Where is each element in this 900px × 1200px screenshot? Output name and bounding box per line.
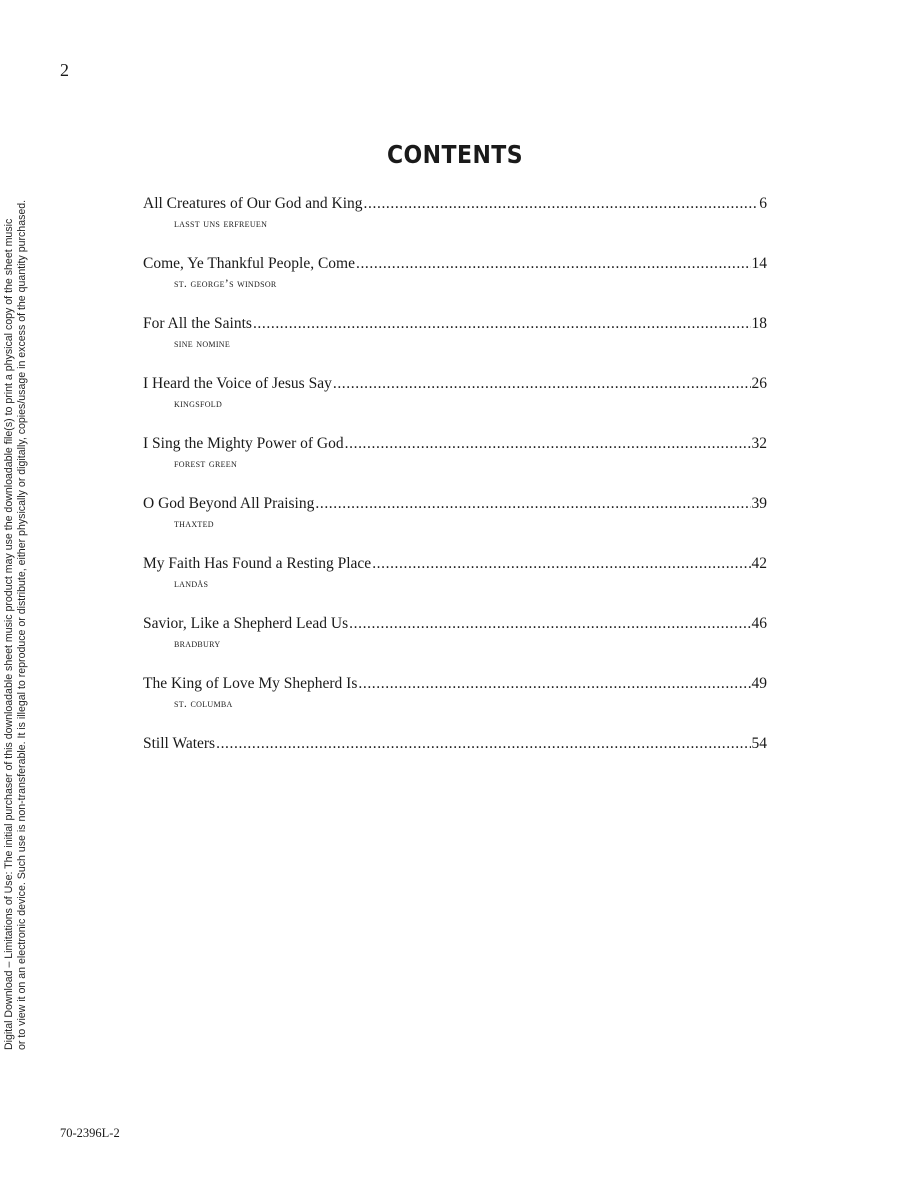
toc-tune-name: st. george’s windsor bbox=[174, 276, 277, 290]
contents-heading: CONTENTS bbox=[386, 140, 524, 169]
toc-entry bbox=[143, 494, 767, 554]
toc-tune-name: kingsfold bbox=[174, 396, 223, 410]
toc-line bbox=[143, 254, 767, 274]
toc-song-title: For All the Saints bbox=[143, 315, 252, 332]
toc-song-title: Still Waters bbox=[143, 735, 216, 752]
toc-line bbox=[143, 374, 767, 394]
toc-entry bbox=[143, 734, 767, 794]
toc-entry bbox=[143, 194, 767, 254]
usage-notice-line-2: or to view it on an electronic device. Such use is non-transferable. It is illegal to reproduce or distribute, either physically or digitally, copies/usage in excess of the quantity purchased. bbox=[16, 199, 28, 1050]
toc-dot-leader bbox=[358, 674, 750, 694]
toc-tune-name: landås bbox=[174, 576, 209, 590]
toc-dot-leader bbox=[364, 194, 759, 214]
toc-line bbox=[143, 734, 767, 754]
toc-tune-name: sine nomine bbox=[174, 336, 231, 350]
toc-tune-name: st. columba bbox=[174, 696, 233, 710]
toc-entry bbox=[143, 674, 767, 734]
toc-line bbox=[143, 614, 767, 634]
toc-entry bbox=[143, 374, 767, 434]
toc-line bbox=[143, 434, 767, 454]
toc-entry bbox=[143, 434, 767, 494]
toc-dot-leader bbox=[349, 614, 750, 634]
catalog-code: 70-2396L-2 bbox=[60, 1126, 120, 1140]
usage-notice-line-1: Digital Download – Limitations of Use: The initial purchaser of this downloadable sheet music product may use the downloadable file(s) to print a physical copy of the sheet music bbox=[3, 218, 15, 1050]
toc-dot-leader bbox=[345, 434, 751, 454]
toc-line bbox=[143, 554, 767, 574]
toc-song-title: I Sing the Mighty Power of God bbox=[143, 435, 344, 452]
toc-song-title: Savior, Like a Shepherd Lead Us bbox=[143, 615, 349, 632]
toc-entry bbox=[143, 554, 767, 614]
toc-line bbox=[143, 314, 767, 334]
toc-dot-leader bbox=[315, 494, 750, 514]
toc-page-number: 54 bbox=[751, 735, 767, 752]
toc-line bbox=[143, 674, 767, 694]
toc-entry bbox=[143, 614, 767, 674]
page-number: 2 bbox=[60, 60, 69, 80]
toc-entry bbox=[143, 254, 767, 314]
toc-song-title: Come, Ye Thankful People, Come bbox=[143, 255, 355, 272]
usage-notice bbox=[3, 150, 29, 1050]
toc-dot-leader bbox=[253, 314, 751, 334]
toc-tune-name: bradbury bbox=[174, 636, 221, 650]
toc-page-number: 42 bbox=[751, 555, 767, 572]
toc-page-number: 18 bbox=[751, 315, 767, 332]
toc-line bbox=[143, 194, 767, 214]
toc-song-title: My Faith Has Found a Resting Place bbox=[143, 555, 372, 572]
toc-tune-name: lasst uns erfreuen bbox=[174, 216, 268, 230]
toc-page-number: 39 bbox=[751, 495, 767, 512]
toc-page-number: 14 bbox=[751, 255, 767, 272]
table-of-contents bbox=[143, 194, 767, 794]
toc-page-number: 32 bbox=[751, 435, 767, 452]
toc-page-number: 49 bbox=[751, 675, 767, 692]
toc-song-title: O God Beyond All Praising bbox=[143, 495, 315, 512]
toc-page-number: 46 bbox=[751, 615, 767, 632]
toc-dot-leader bbox=[372, 554, 750, 574]
toc-page-number: 26 bbox=[751, 375, 767, 392]
toc-song-title: I Heard the Voice of Jesus Say bbox=[143, 375, 332, 392]
toc-tune-name: thaxted bbox=[174, 516, 214, 530]
toc-song-title: The King of Love My Shepherd Is bbox=[143, 675, 358, 692]
toc-tune-name: forest green bbox=[174, 456, 238, 470]
toc-song-title: All Creatures of Our God and King bbox=[143, 195, 363, 212]
toc-page-number: 6 bbox=[759, 195, 767, 212]
toc-dot-leader bbox=[356, 254, 751, 274]
toc-line bbox=[143, 494, 767, 514]
toc-dot-leader bbox=[333, 374, 751, 394]
toc-dot-leader bbox=[216, 734, 750, 754]
toc-entry bbox=[143, 314, 767, 374]
